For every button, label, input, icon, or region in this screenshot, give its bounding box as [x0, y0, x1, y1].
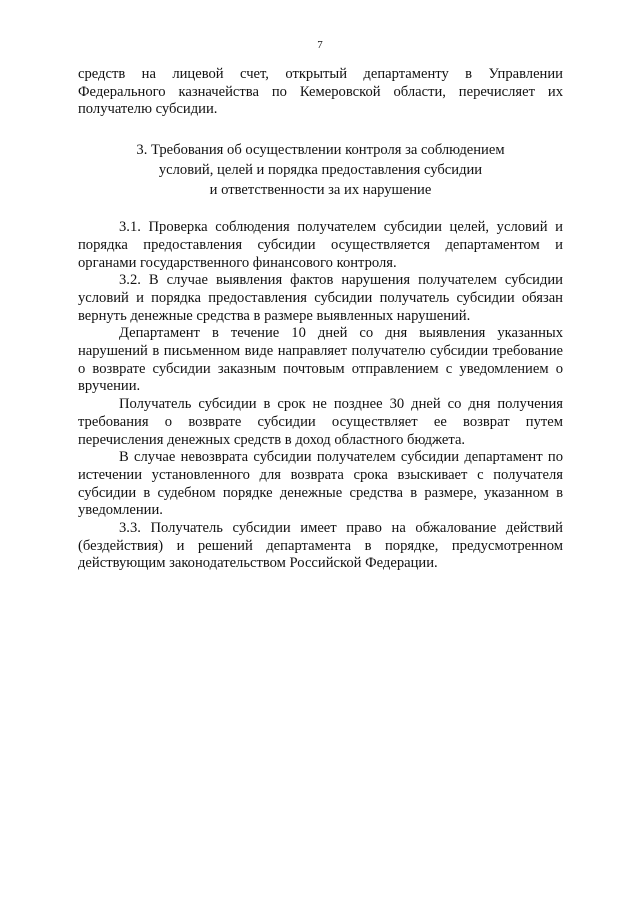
page-number: 7 — [317, 39, 323, 51]
paragraph-3-1: 3.1. Проверка соблюдения получателем субсидии целей, условий и порядка предоставления субсидии осуществляется департаментом и органами государственного финансового контроля. — [78, 219, 563, 271]
document-body — [78, 66, 563, 573]
section-heading-line-1: 3. Требования об осуществлении контроля за соблюдением — [136, 142, 505, 159]
lead-paragraph: средств на лицевой счет, открытый департаменту в Управлении Федерального казначейства по Кемеровской области, перечисляет их получателю субсидии. — [78, 66, 563, 118]
paragraph-non-return: В случае невозврата субсидии получателем субсидии департамент по истечении установленного для возврата срока взыскивает с получателя субсидии в судебном порядке денежные средства в размере, указанном в уведомлении. — [78, 449, 563, 519]
paragraph-3-3: 3.3. Получатель субсидии имеет право на обжалование действий (бездействия) и решений департамента в порядке, предусмотренном действующим законодательством Российской Федерации. — [78, 520, 563, 572]
paragraph-3-2: 3.2. В случае выявления фактов нарушения получателем субсидии условий и порядка предоставления субсидии получатель субсидии обязан вернуть денежные средства в размере выявленных нарушений. — [78, 272, 563, 324]
section-heading-line-2: условий, целей и порядка предоставления субсидии — [158, 162, 483, 179]
paragraph-department-notice: Департамент в течение 10 дней со дня выявления указанных нарушений в письменном виде направляет получателю субсидии требование о возврате субсидии заказным почтовым отправлением с уведомлением о вручении. — [78, 325, 563, 395]
section-heading-line-3: и ответственности за их нарушение — [209, 182, 432, 199]
section-heading — [78, 140, 563, 200]
paragraph-return-deadline: Получатель субсидии в срок не позднее 30 дней со дня получения требования о возврате субсидии осуществляет ее возврат путем перечисления денежных средств в доход областного бюджета. — [78, 396, 563, 448]
